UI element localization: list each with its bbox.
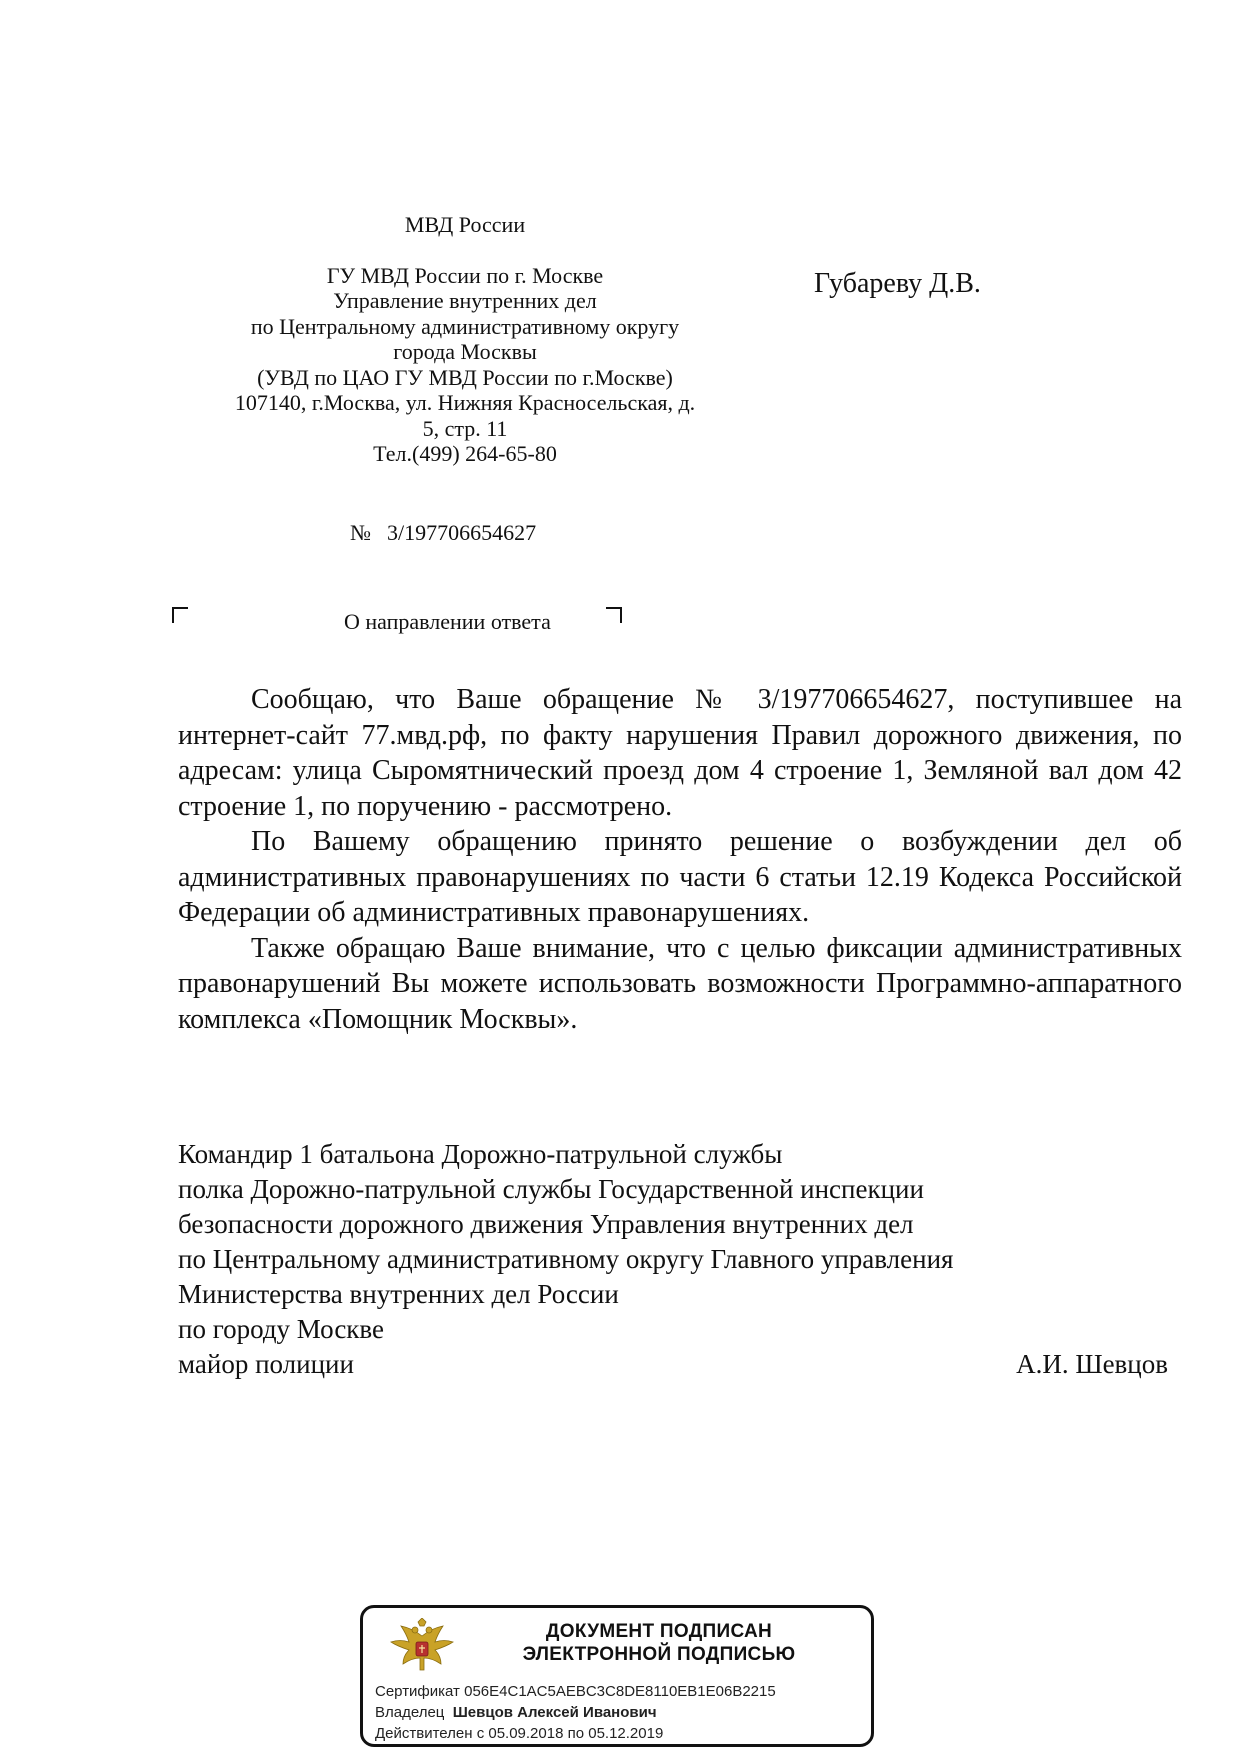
addressee: Губареву Д.В. <box>814 268 981 299</box>
rank-line <box>178 1347 1182 1382</box>
header-line: ГУ МВД России по г. Москве <box>326 262 604 288</box>
position-line: полка Дорожно-патрульной службы Государственной инспекции <box>178 1174 924 1204</box>
subject: О направлении ответа <box>344 609 551 634</box>
org-top: МВД России <box>404 212 526 237</box>
position-line: по городу Москве <box>178 1314 384 1344</box>
header-line: по Центральному административному округу <box>250 313 680 339</box>
sender-header <box>180 212 750 467</box>
owner-line <box>375 1702 776 1723</box>
subject-block <box>168 603 628 633</box>
stamp-title-line: ДОКУМЕНТ ПОДПИСАН <box>545 1621 773 1642</box>
body-paragraph: По Вашему обращению принято решение о возбуждении дел об административных правонарушениях по части 6 статьи 12.19 Кодекса Российской Федерации об административных правонарушениях. <box>178 826 1182 928</box>
body-paragraph: Сообщаю, что Ваше обращение № 3/197706654627, поступившее на интернет-сайт 77.мвд.рф, по факту нарушения Правил дорожного движения, по адресам: улица Сыромятнический проезд дом 4 строение 1, Земляной вал дом 42 строение 1, по поручению - рассмотрено. <box>178 684 1182 822</box>
validity-line: Действителен с 05.09.2018 по 05.12.2019 <box>375 1725 664 1742</box>
header-line: Управление внутренних дел <box>333 288 597 313</box>
header-line: города Москвы <box>393 339 537 364</box>
signer-name: А.И. Шевцов <box>1016 1349 1168 1379</box>
certificate-line <box>375 1681 776 1702</box>
header-line: (УВД по ЦАО ГУ МВД России по г.Москве) <box>257 364 673 390</box>
body-paragraph: Также обращаю Ваше внимание, что с целью фиксации административных правонарушений Вы можете использовать возможности Программно-аппаратного комплекса «Помощник Москвы». <box>178 932 1182 1035</box>
certificate-value: 056E4C1AC5AEBC3C8DE8110EB1E06B2215 <box>464 1683 776 1700</box>
letter-body <box>178 682 1182 1037</box>
certificate-label: Сертификат <box>375 1683 460 1700</box>
owner-label: Владелец <box>375 1704 445 1721</box>
double-headed-eagle-icon <box>387 1618 457 1678</box>
document-number <box>350 520 536 546</box>
number-value: 3/197706654627 <box>387 520 537 545</box>
number-symbol: № <box>350 520 371 545</box>
signature-block <box>178 1137 1182 1382</box>
stamp-details <box>375 1681 776 1744</box>
header-line: Тел.(499) 264-65-80 <box>373 441 557 466</box>
position-line: безопасности дорожного движения Управления внутренних дел <box>178 1209 914 1239</box>
header-line: 107140, г.Москва, ул. Нижняя Красносельская, д. <box>234 390 696 415</box>
position-line: Министерства внутренних дел России <box>178 1279 619 1309</box>
stamp-title-line: ЭЛЕКТРОННОЙ ПОДПИСЬЮ <box>522 1644 796 1665</box>
rank: майор полиции <box>178 1349 354 1379</box>
owner-value: Шевцов Алексей Иванович <box>452 1704 657 1721</box>
corner-mark-left-icon <box>172 607 188 623</box>
position-line: по Центральному административному округу Главного управления <box>178 1244 954 1274</box>
position-line: Командир 1 батальона Дорожно-патрульной службы <box>178 1139 783 1169</box>
header-line: 5, стр. 11 <box>422 415 508 441</box>
stamp-title <box>459 1620 859 1666</box>
e-signature-stamp <box>360 1605 874 1747</box>
corner-mark-right-icon <box>606 607 622 623</box>
